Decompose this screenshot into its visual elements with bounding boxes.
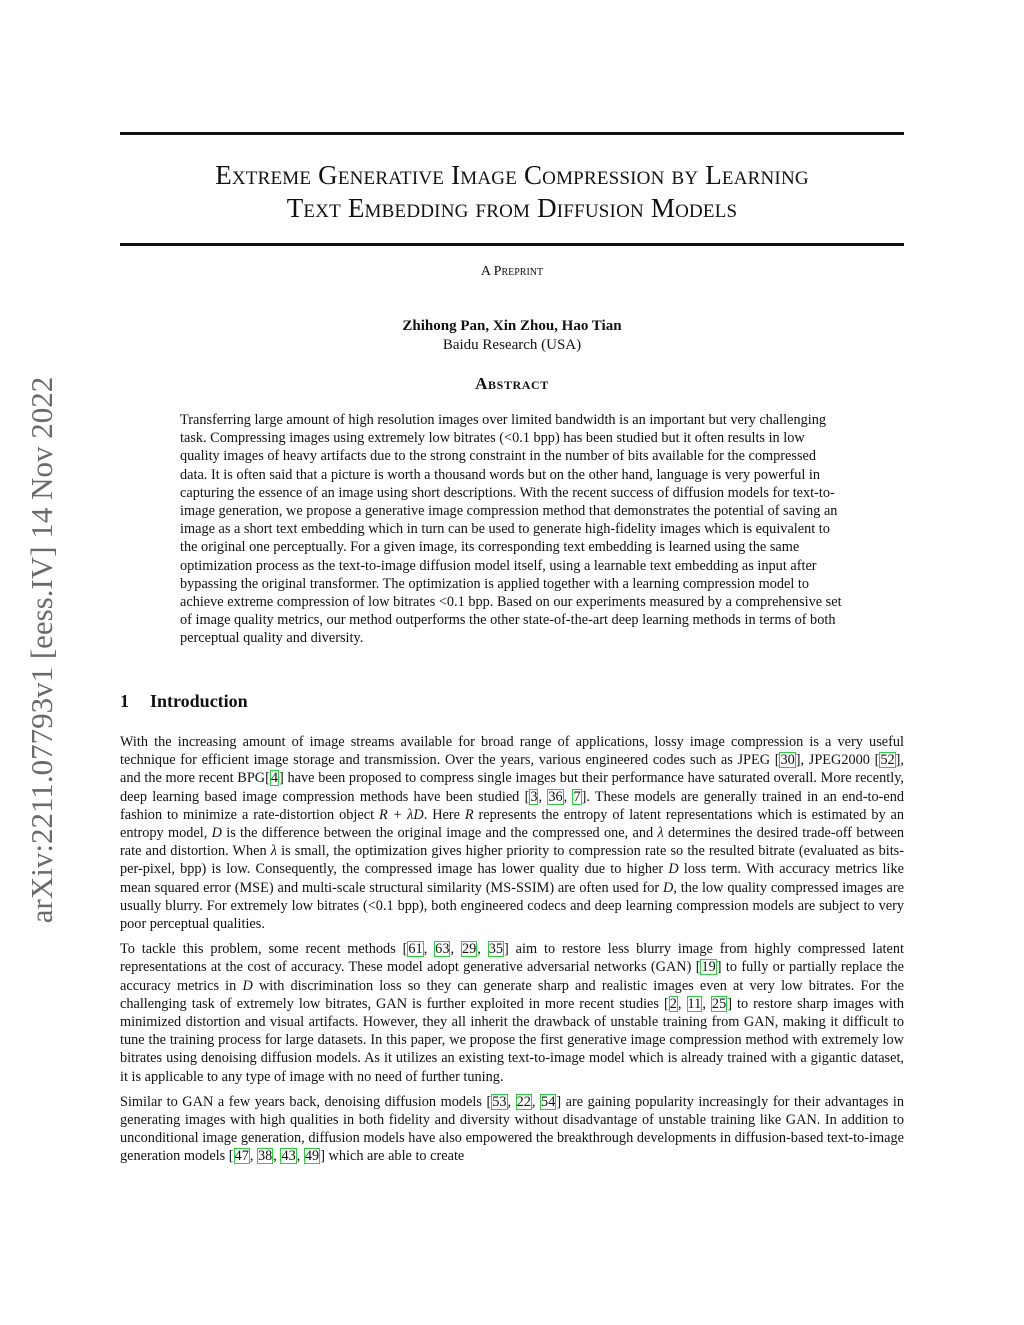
section-heading [120,691,248,712]
paper-title [120,159,904,225]
citation-link[interactable]: 19 [701,959,716,976]
citation-link[interactable]: 61 [408,941,423,958]
citation-link[interactable]: 36 [548,788,563,805]
citation-link[interactable]: 29 [461,941,477,958]
citation-link[interactable]: 35 [488,941,503,958]
citation-link[interactable]: 63 [435,941,450,958]
title-rule-top [120,132,904,135]
authors: Zhihong Pan, Xin Zhou, Hao Tian [402,318,622,334]
paragraph-2: To tackle this problem, some recent methods [61, 63, 29, 35] aim to restore less blurry image from highly compressed latent representations at the cost of accuracy. These model adopt generative adversarial networks (GAN) [19] to fully or partially replace the accuracy metrics in D with discrimination loss so they can generate sharp and realistic images even at very low bitrates. For the challenging task of extremely low bitrates, GAN is further exploited in more recent studies [2, 11, 25] to restore sharp images with minimized distortion and visual artifacts. However, they all inherit the drawback of unstable training from GAN, making it difficult to tune the training process for large datasets. In this paper, we propose the first generative image compression method with extremely low bitrates using denoising diffusion models. As it utilizes an existing text-to-image model which is already trained with a gigantic dataset, it is applicable to any type of image with no need of further tuning. [120,941,905,1085]
math-inline: D [242,977,253,994]
citation-link[interactable]: 52 [880,752,895,769]
affiliation: Baidu Research (USA) [442,337,582,353]
abstract-text: Transferring large amount of high resolution images over limited bandwidth is an important but very challenging task. Compressing images using extremely low bitrates (<0.1 bpp) has been studied but it often results in low quality images of heavy artifacts due to the strong constraint in the number of bits available for the compressed data. It is often said that a picture is worth a thousand words but on the other hand, language is very powerful in capturing the essence of an image using short descriptions. With the recent success of diffusion models for text-to-image generation, we propose a generative image compression method that demonstrates the potential of saving an image as a short text embedding which in turn can be used to generate high-fidelity images which is equivalent to the original one perceptually. For a given image, its corresponding text embedding is learned using the same optimization process as the text-to-image diffusion model itself, using a learnable text embedding as input after bypassing the original transformer. The optimization is applied together with a learning compression model to achieve extreme compression of low bitrates <0.1 bpp. Based on our experiments measured by a comprehensive set of image quality metrics, our method outperforms the other state-of-the-art deep learning methods in terms of both perceptual quality and diversity. [180,412,842,647]
citation-link[interactable]: 54 [541,1093,556,1110]
section-title: Introduction [150,691,248,711]
math-inline: λ [270,843,277,860]
math-inline: D [211,825,222,842]
arxiv-stamp-text: arXiv:2211.07793v1 [eess.IV] 14 Nov 2022 [24,376,59,924]
title-rule-bottom [120,243,904,246]
citation-link[interactable]: 49 [304,1148,320,1165]
citation-link[interactable]: 4 [270,770,279,787]
title-line-1: Extreme Generative Image Compression by Learning [215,160,809,190]
abstract-heading: Abstract [475,374,549,393]
citation-link[interactable]: 25 [711,995,727,1012]
section-number: 1 [120,691,129,711]
citation-link[interactable]: 3 [530,788,538,805]
paragraph-1: With the increasing amount of image streams available for broad range of applications, lossy image compression is a very useful technique for efficient image storage and transmission. Over the years, various engineered codes such as JPEG [30], JPEG2000 [52], and the more recent BPG[4] have been proposed to compress single images but their performance have saturated overall. More recently, deep learning based image compression methods have been studied [3, 36, 7]. These models are generally trained in an end-to-end fashion to minimize a rate-distortion object R + λD. Here R represents the entropy of latent representations which is estimated by an entropy model, D is the difference between the original image and the compressed one, and λ determines the desired trade-off between rate and distortion. When λ is small, the optimization gives higher priority to compression rate so the resulted bitrate (evaluated as bits-per-pixel, bpp) is low. Consequently, the compressed image has lower quality due to higher D loss term. With accuracy metrics like mean squared error (MSE) and multi-scale structural similarity (MS-SSIM) are often used for D, the low quality compressed images are usually blurry. For extremely low bitrates (<0.1 bpp), both engineered codecs and deep learning compression models are subject to very poor perceptual qualities. [120,734,905,933]
math-inline: R + λD [378,806,424,823]
math-inline: λ [657,825,664,842]
citation-link[interactable]: 43 [281,1148,296,1165]
math-inline: R [464,806,474,823]
citation-link[interactable]: 2 [669,995,677,1012]
citation-link[interactable]: 47 [234,1148,249,1165]
citation-link[interactable]: 30 [780,752,795,769]
math-inline: D [663,879,674,896]
math-inline: D [668,861,679,878]
citation-link[interactable]: 38 [258,1148,273,1165]
title-line-2: Text Embedding from Diffusion Models [286,193,738,223]
citation-link[interactable]: 22 [516,1093,531,1110]
paragraph-3: Similar to GAN a few years back, denoising diffusion models [53, 22, 54] are gaining popularity increasingly for their advantages in generating images with high qualities in both fidelity and diversity without disadvantage of unstable training like GAN. In addition to unconditional image generation, diffusion models have also empowered the breakthrough developments in diffusion-based text-to-image generation models [47, 38, 43, 49] which are able to create [120,1093,904,1165]
citation-link[interactable]: 53 [492,1093,507,1110]
citation-link[interactable]: 7 [573,788,581,805]
citation-link[interactable]: 11 [687,995,702,1012]
introduction-body [120,733,904,1173]
preprint-label: A Preprint [480,264,544,279]
